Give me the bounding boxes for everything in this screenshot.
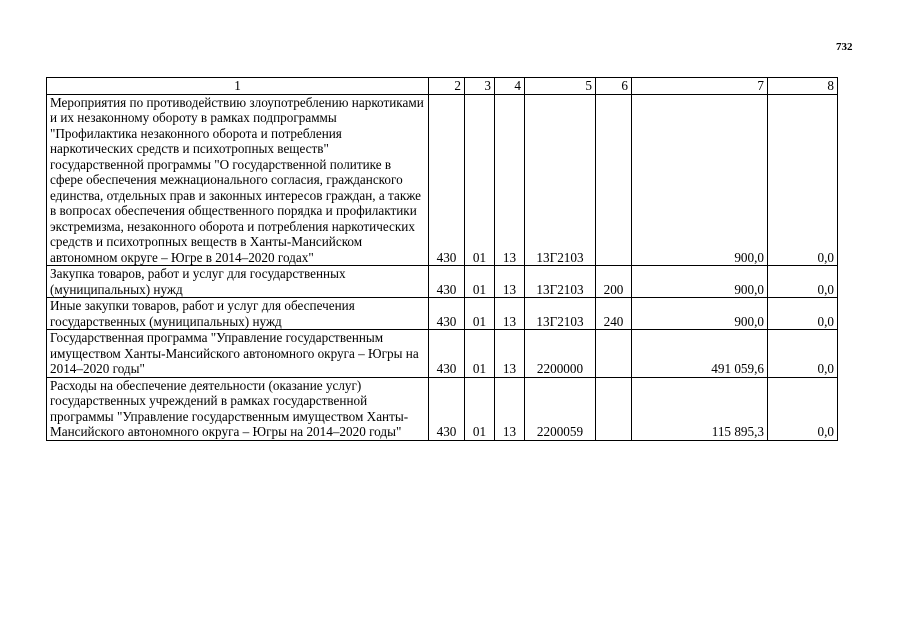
cell-col5: 13Г2103 [525, 94, 596, 266]
cell-col7: 491 059,6 [632, 330, 768, 378]
header-cell: 8 [768, 78, 838, 95]
cell-col6 [596, 377, 632, 440]
table-row [47, 94, 838, 266]
cell-col7: 900,0 [632, 266, 768, 298]
cell-col7: 900,0 [632, 94, 768, 266]
cell-col8: 0,0 [768, 330, 838, 378]
table-row [47, 298, 838, 330]
page-number: 732 [836, 41, 853, 53]
cell-col6: 200 [596, 266, 632, 298]
cell-col8: 0,0 [768, 377, 838, 440]
cell-col6 [596, 94, 632, 266]
cell-col2: 430 [429, 266, 465, 298]
cell-col2: 430 [429, 377, 465, 440]
cell-col3: 01 [465, 377, 495, 440]
cell-col4: 13 [495, 298, 525, 330]
description-cell: Расходы на обеспечение деятельности (оказание услуг) государственных учреждений в рамках государственной программы "Управление государственным имуществом Ханты-Мансийского автономного округа – Югры на 2014–2020 годы" [47, 377, 429, 440]
table-row [47, 266, 838, 298]
cell-col4: 13 [495, 266, 525, 298]
description-cell: Мероприятия по противодействию злоупотреблению наркотиками и их незаконному обороту в рамках подпрограммы "Профилактика незаконного оборота и потребления наркотических средств и психотропных веществ" государственной программы "О государственной политике в сфере обеспечения межнационального согласия, гражданского единства, отдельных прав и законных интересов граждан, а также в вопросах обеспечения общественного порядка и профилактики экстремизма, незаконного оборота и потребления наркотических средств и психотропных веществ в Ханты-Мансийском автономном округе – Югре в 2014–2020 годах" [47, 94, 429, 266]
header-row [47, 78, 838, 95]
header-cell: 1 [47, 78, 429, 95]
cell-col7: 900,0 [632, 298, 768, 330]
header-cell: 7 [632, 78, 768, 95]
cell-col4: 13 [495, 330, 525, 378]
cell-col6 [596, 330, 632, 378]
description-cell: Государственная программа "Управление государственным имуществом Ханты-Мансийского автономного округа – Югры на 2014–2020 годы" [47, 330, 429, 378]
cell-col7: 115 895,3 [632, 377, 768, 440]
header-cell: 5 [525, 78, 596, 95]
cell-col4: 13 [495, 94, 525, 266]
header-cell: 2 [429, 78, 465, 95]
cell-col5: 2200000 [525, 330, 596, 378]
cell-col8: 0,0 [768, 94, 838, 266]
table-row [47, 330, 838, 378]
description-cell: Закупка товаров, работ и услуг для государственных (муниципальных) нужд [47, 266, 429, 298]
header-cell: 3 [465, 78, 495, 95]
cell-col5: 13Г2103 [525, 266, 596, 298]
cell-col2: 430 [429, 330, 465, 378]
cell-col5: 2200059 [525, 377, 596, 440]
cell-col8: 0,0 [768, 266, 838, 298]
cell-col3: 01 [465, 94, 495, 266]
cell-col4: 13 [495, 377, 525, 440]
cell-col2: 430 [429, 94, 465, 266]
cell-col6: 240 [596, 298, 632, 330]
cell-col3: 01 [465, 298, 495, 330]
cell-col2: 430 [429, 298, 465, 330]
cell-col5: 13Г2103 [525, 298, 596, 330]
header-cell: 4 [495, 78, 525, 95]
budget-table [46, 77, 838, 441]
cell-col8: 0,0 [768, 298, 838, 330]
description-cell: Иные закупки товаров, работ и услуг для обеспечения государственных (муниципальных) нужд [47, 298, 429, 330]
cell-col3: 01 [465, 266, 495, 298]
cell-col3: 01 [465, 330, 495, 378]
table-row [47, 377, 838, 440]
header-cell: 6 [596, 78, 632, 95]
